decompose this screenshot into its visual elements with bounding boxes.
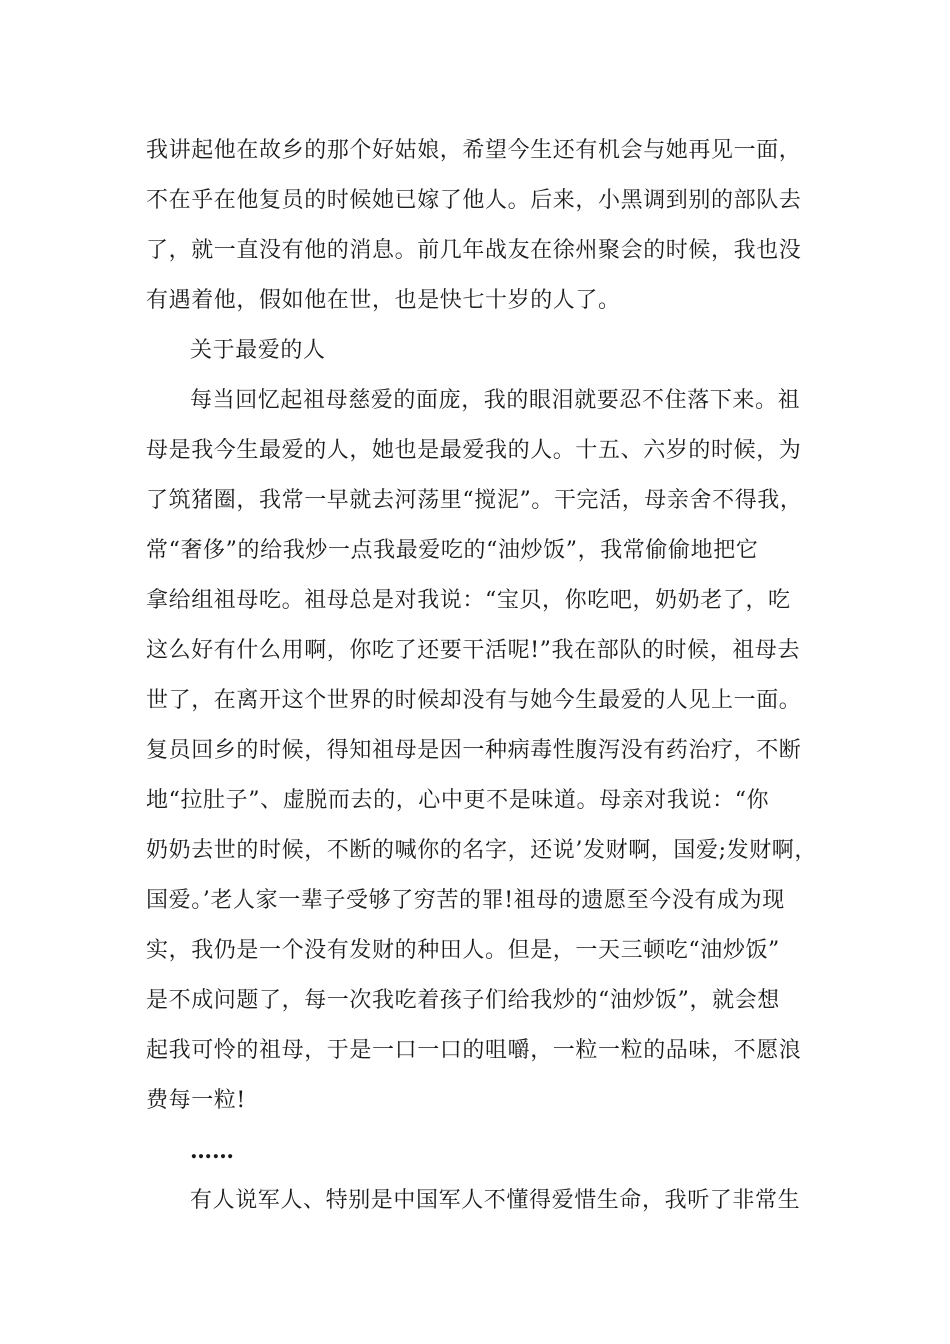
text-line: 了，就一直没有他的消息。前几年战友在徐州聚会的时候，我也没 xyxy=(146,238,802,263)
text-line: 奶奶去世的时候，不断的喊你的名字，还说’发财啊，国爱;发财啊， xyxy=(146,838,818,863)
text-line: 世了，在离开这个世界的时候却没有与她今生最爱的人见上一面。 xyxy=(146,688,802,713)
text-line: 常“奢侈”的给我炒一点我最爱吃的“油炒饭”，我常偷偷地把它 xyxy=(146,538,759,563)
text-line: 复员回乡的时候，得知祖母是因一种病毒性腹泻没有药治疗，不断 xyxy=(146,738,802,763)
text-line: 地“拉肚子”、虚脱而去的，心中更不是味道。母亲对我说：“你 xyxy=(146,788,770,813)
text-line: 不在乎在他复员的时候她已嫁了他人。后来，小黑调到别的部队去 xyxy=(146,188,802,213)
text-line: 母是我今生最爱的人，她也是最爱我的人。十五、六岁的时候，为 xyxy=(146,438,802,463)
ellipsis-separator: …… xyxy=(190,1138,234,1164)
text-line: 是不成问题了，每一次我吃着孩子们给我炒的“油炒饭”，就会想 xyxy=(146,988,780,1013)
text-line: 拿给组祖母吃。祖母总是对我说：“宝贝，你吃吧，奶奶老了，吃 xyxy=(146,588,791,613)
text-line: 了筑猪圈，我常一早就去河荡里“搅泥”。干完活，母亲舍不得我， xyxy=(146,488,803,513)
text-line: 有遇着他，假如他在世，也是快七十岁的人了。 xyxy=(146,288,621,313)
text-line: 国爱。’老人家一辈子受够了穷苦的罪!祖母的遗愿至今没有成为现 xyxy=(146,888,785,913)
text-line: 每当回忆起祖母慈爱的面庞，我的眼泪就要忍不住落下来。祖 xyxy=(190,388,801,413)
text-line: 费每一粒! xyxy=(146,1088,246,1113)
text-line: 起我可怜的祖母，于是一口一口的咀嚼，一粒一粒的品味，不愿浪 xyxy=(146,1038,802,1063)
text-line: 有人说军人、特别是中国军人不懂得爱惜生命，我听了非常生 xyxy=(190,1188,801,1213)
text-line: 这么好有什么用啊，你吃了还要干活呢!”我在部队的时候，祖母去 xyxy=(146,638,801,663)
section-heading: 关于最爱的人 xyxy=(190,338,326,363)
text-line: 我讲起他在故乡的那个好姑娘，希望今生还有机会与她再见一面， xyxy=(146,138,802,163)
text-line: 实，我仍是一个没有发财的种田人。但是，一天三顿吃“油炒饭” xyxy=(146,938,780,963)
